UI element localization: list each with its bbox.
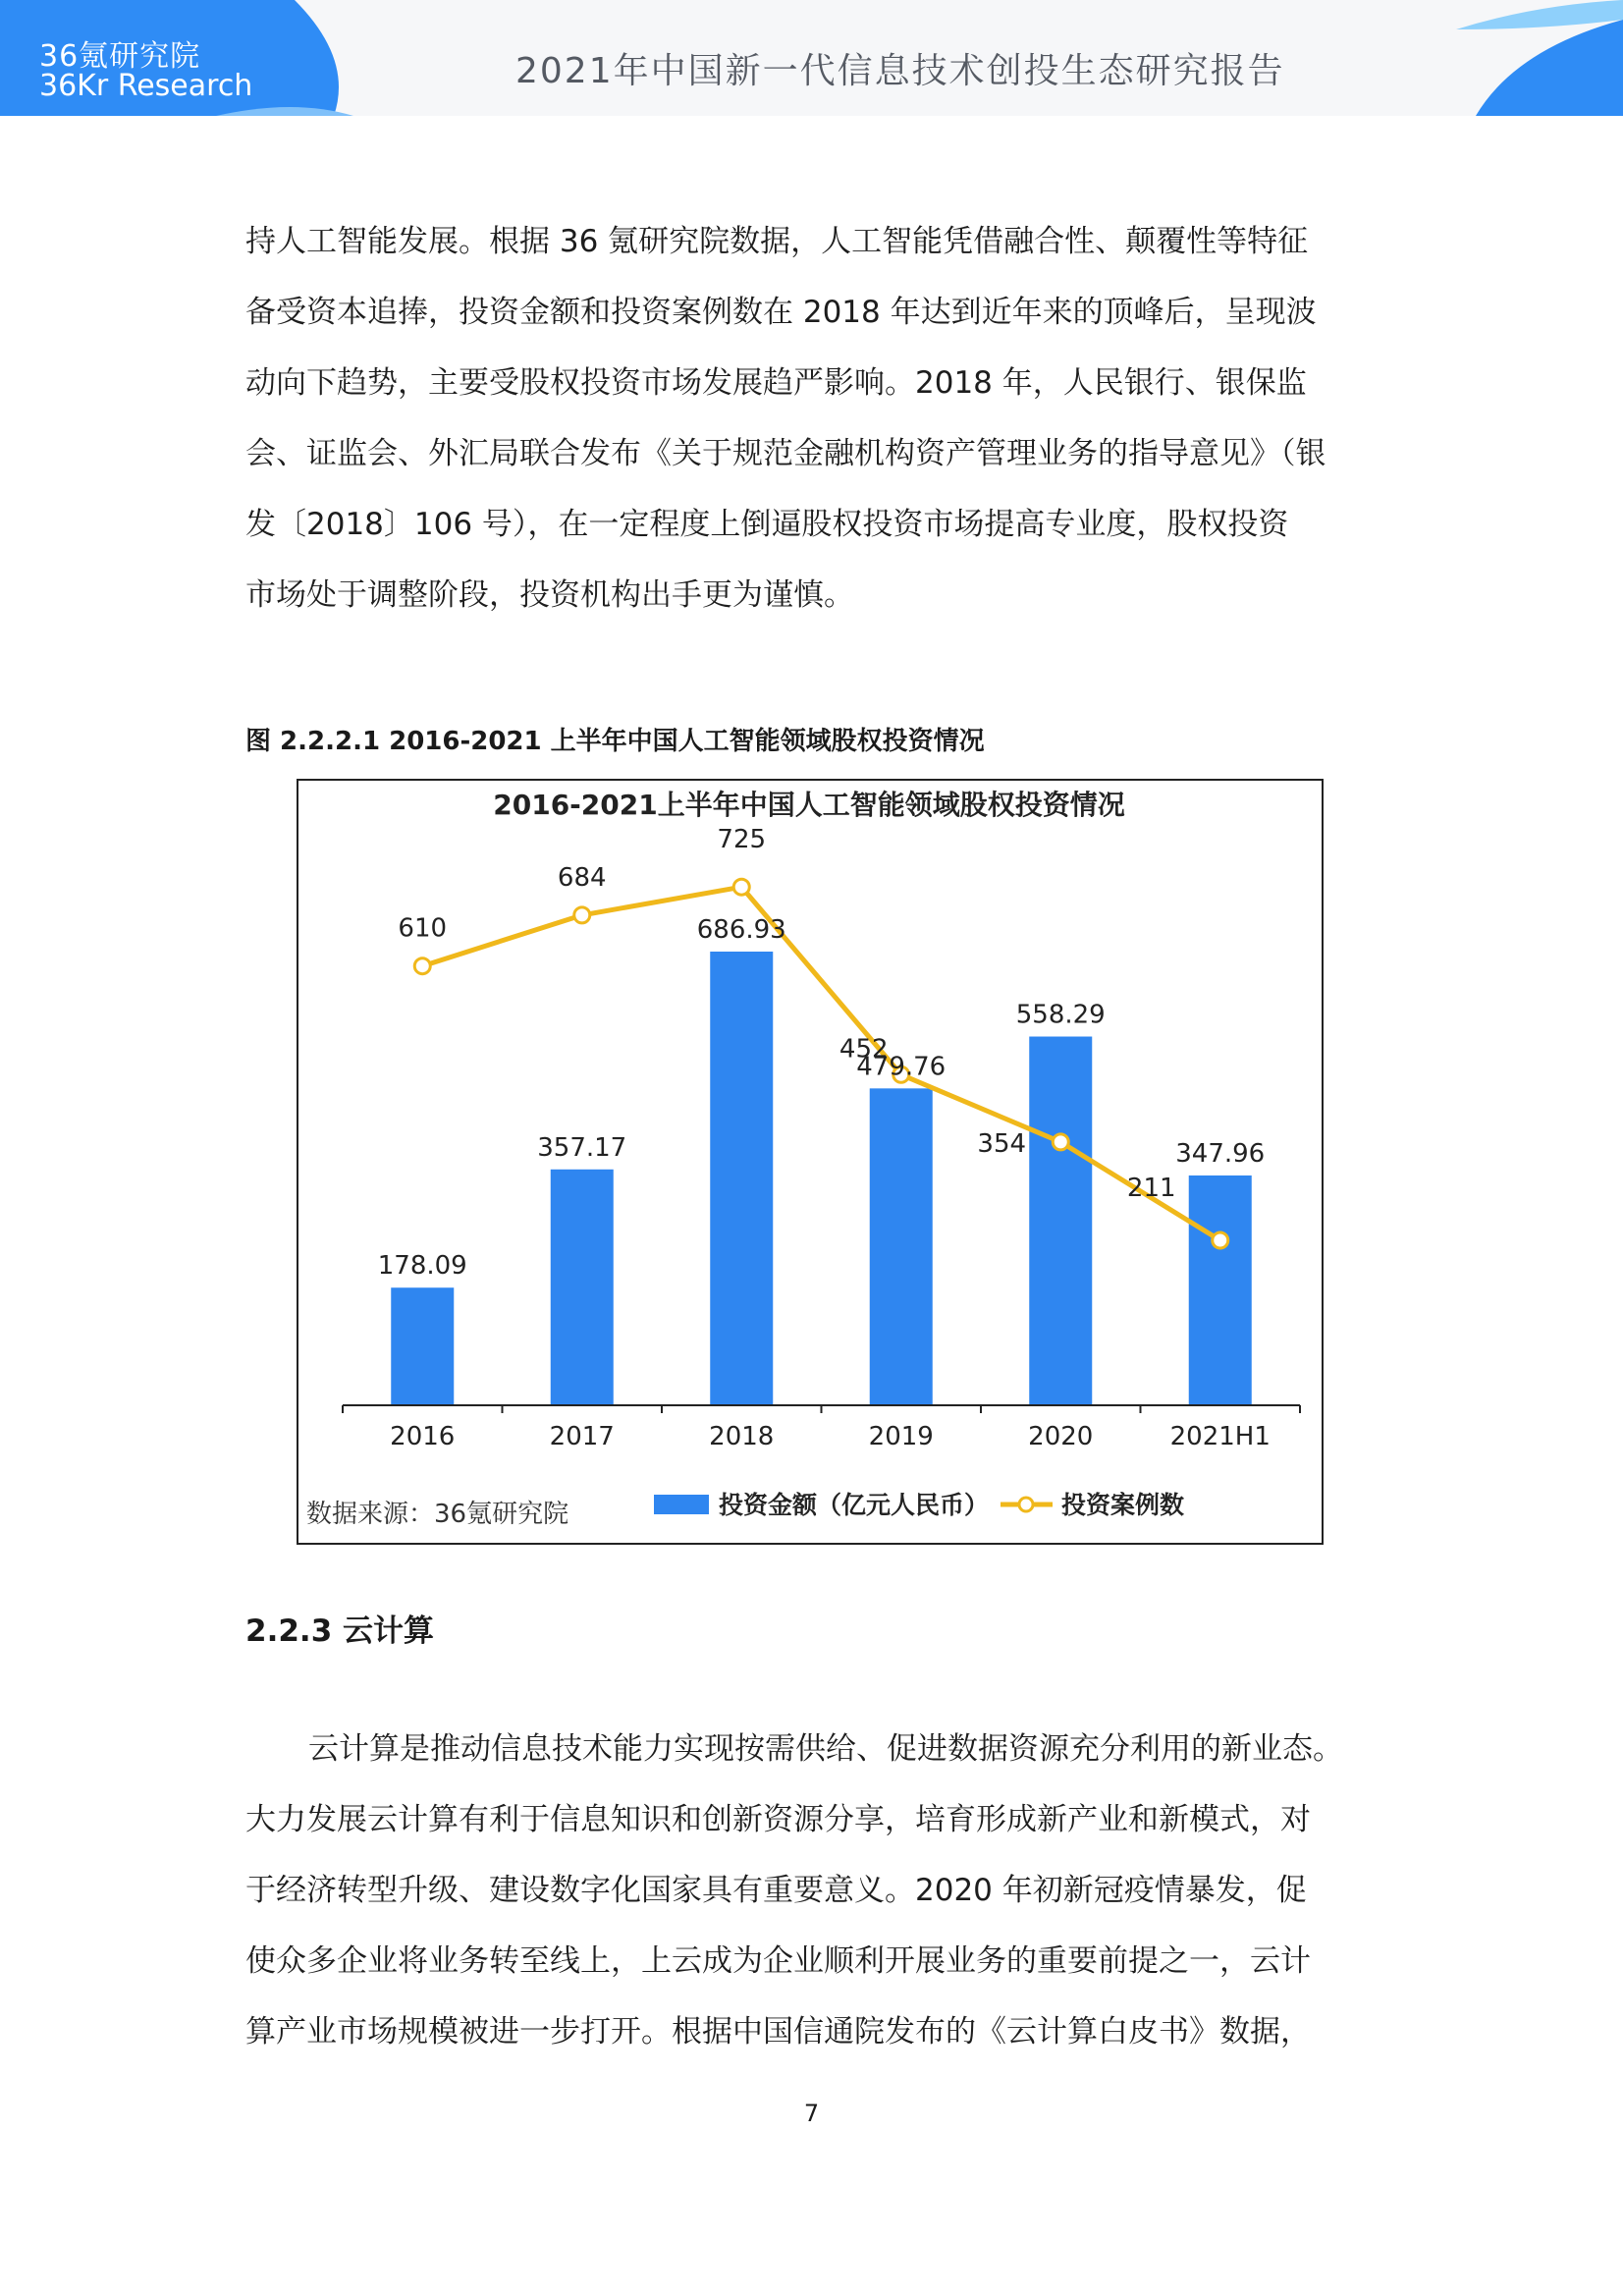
labels-layer	[378, 825, 1265, 1281]
bar-2018	[710, 952, 773, 1405]
legend-line-marker	[1019, 1498, 1033, 1511]
line-layer	[414, 879, 1228, 1248]
report-title: 2021年中国新一代信息技术创投生态研究报告	[515, 51, 1285, 91]
section-title: 2.2.3 云计算	[245, 1613, 435, 1649]
logo-cn-text: 36氪研究院	[39, 39, 201, 74]
paragraph-line: 发〔2018〕106 号），在一定程度上倒逼股权投资市场提高专业度，股权投资	[245, 507, 1289, 542]
x-tick-label: 2021H1	[1169, 1422, 1271, 1451]
paragraph-line: 使众多企业将业务转至线上，上云成为企业顺利开展业务的重要前提之一，云计	[245, 1943, 1311, 1979]
line-point-2021H1	[1213, 1232, 1228, 1248]
bar-value-label: 686.93	[696, 915, 786, 945]
paragraph-line: 算产业市场规模被进一步打开。根据中国信通院发布的《云计算白皮书》数据，	[245, 2014, 1311, 2050]
page-header	[0, 0, 1623, 116]
line-value-label: 610	[398, 913, 448, 944]
paragraph-line: 持人工智能发展。根据 36 氪研究院数据，人工智能凭借融合性、颠覆性等特征	[245, 224, 1309, 259]
paragraph-line: 市场处于调整阶段，投资机构出手更为谨慎。	[245, 577, 854, 613]
body-paragraph-2	[245, 1714, 1384, 2067]
bar-value-label: 357.17	[537, 1132, 627, 1163]
figure-caption: 图 2.2.2.1 2016-2021 上半年中国人工智能领域股权投资情况	[245, 727, 985, 756]
page-number: 7	[803, 2100, 820, 2127]
x-axis	[343, 1405, 1300, 1451]
bar-value-label: 558.29	[1015, 1000, 1106, 1030]
paragraph-line: 会、证监会、外汇局联合发布《关于规范金融机构资产管理业务的指导意见》（银	[245, 436, 1326, 471]
line-point-2018	[733, 879, 749, 895]
legend-bar-swatch	[654, 1495, 709, 1514]
x-tick-label: 2020	[1028, 1422, 1094, 1451]
bar-value-label: 479.76	[856, 1052, 947, 1082]
legend-bar-label: 投资金额（亿元人民币）	[719, 1491, 990, 1519]
paragraph-line: 云计算是推动信息技术能力实现按需供给、促进数据资源充分利用的新业态。	[308, 1731, 1343, 1767]
paragraph-line: 动向下趋势，主要受股权投资市场发展趋严影响。2018 年，人民银行、银保监	[245, 365, 1307, 401]
logo-en-text: 36Kr Research	[39, 69, 253, 103]
x-tick-label: 2018	[709, 1422, 775, 1451]
chart-container	[297, 779, 1324, 1545]
legend-line-label: 投资案例数	[1061, 1491, 1185, 1519]
line-point-2016	[414, 958, 430, 974]
line-series-path	[422, 887, 1220, 1240]
paragraph-line: 备受资本追捧，投资金额和投资案例数在 2018 年达到近年来的顶峰后，呈现波	[245, 295, 1317, 330]
x-tick-label: 2017	[549, 1422, 615, 1451]
x-tick-label: 2019	[868, 1422, 934, 1451]
bar-2021H1	[1189, 1175, 1252, 1405]
chart-title: 2016-2021上半年中国人工智能领域股权投资情况	[493, 789, 1125, 821]
line-point-2020	[1053, 1134, 1068, 1150]
bar-value-label: 178.09	[377, 1251, 467, 1282]
line-value-label: 211	[1126, 1174, 1176, 1203]
line-value-label: 725	[717, 825, 767, 855]
paragraph-line: 大力发展云计算有利于信息知识和创新资源分享，培育形成新产业和新模式，对	[245, 1802, 1311, 1837]
line-value-label: 452	[839, 1034, 889, 1065]
bar-2017	[551, 1170, 614, 1405]
legend	[654, 1491, 1184, 1519]
body-paragraph-1	[245, 206, 1384, 630]
bar-2016	[391, 1287, 454, 1405]
header-corner-shape	[1436, 0, 1623, 116]
bar-2020	[1029, 1037, 1092, 1405]
chart-svg	[298, 781, 1322, 1543]
chart-source: 数据来源：36氪研究院	[306, 1500, 569, 1529]
line-value-label: 354	[977, 1128, 1027, 1159]
x-tick-label: 2016	[390, 1422, 456, 1451]
bar-2019	[870, 1088, 933, 1405]
paragraph-line: 于经济转型升级、建设数字化国家具有重要意义。2020 年初新冠疫情暴发，促	[245, 1873, 1307, 1908]
bar-value-label: 347.96	[1175, 1138, 1266, 1169]
line-point-2017	[574, 907, 590, 923]
line-value-label: 684	[557, 862, 607, 893]
